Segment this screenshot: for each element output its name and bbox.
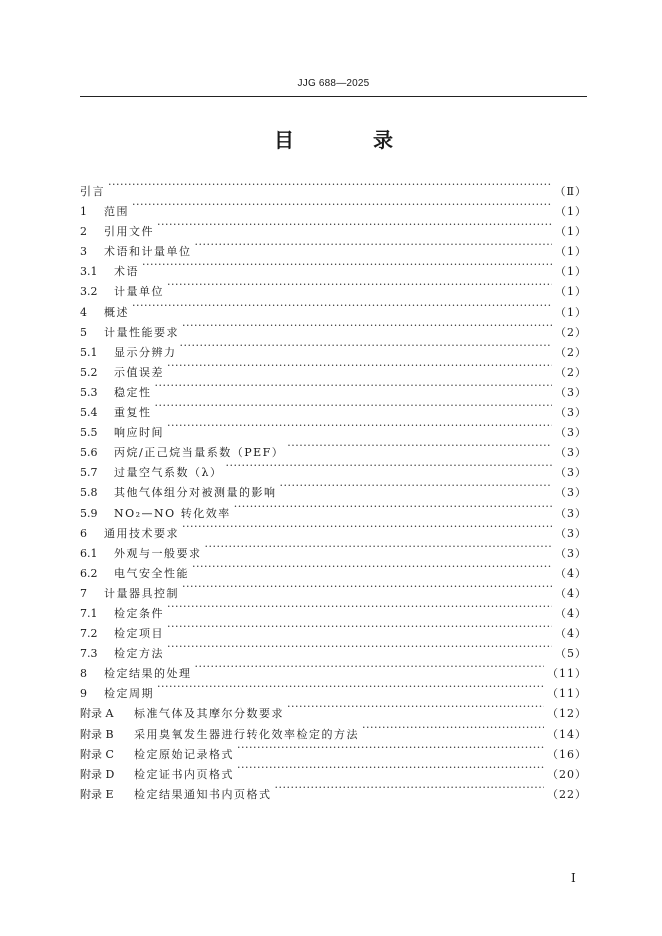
toc-entry-page: （2）: [555, 345, 587, 359]
toc-entry-title: 过量空气系数（λ）: [114, 466, 223, 480]
toc-entry[interactable]: [80, 677, 587, 701]
toc-entry-page: （2）: [555, 325, 587, 339]
toc-entry-page: （3）: [555, 506, 587, 520]
toc-dot-leader: [180, 336, 553, 356]
toc-dot-leader: [195, 657, 545, 677]
toc-dot-leader: [362, 718, 544, 738]
toc-entry-title: 计量单位: [114, 285, 164, 299]
toc-entry-title: 检定条件: [114, 606, 164, 620]
toc-entry-title: 检定项目: [114, 627, 164, 641]
toc-entry-number: 5.6: [80, 446, 98, 460]
toc-entry[interactable]: [80, 697, 587, 721]
toc-dot-leader: [287, 436, 552, 456]
toc-entry-number: 6.2: [80, 566, 98, 580]
toc-entry-title: 采用臭氧发生器进行转化效率检定的方法: [134, 727, 359, 741]
toc-entry-page: （3）: [555, 546, 587, 560]
toc-entry-page: （Ⅱ）: [554, 185, 587, 198]
toc-dot-leader: [205, 537, 553, 557]
toc-dot-leader: [157, 677, 544, 697]
header-rule: [80, 96, 587, 97]
toc-dot-leader: [167, 356, 552, 376]
toc-entry-number: 5.3: [80, 385, 98, 399]
toc-entry-number: 5.4: [80, 406, 98, 420]
toc-dot-leader: [275, 778, 545, 798]
toc-entry-page: （4）: [555, 606, 587, 620]
toc-entry-number: 5: [80, 325, 87, 339]
toc-entry-page: （14）: [547, 727, 587, 741]
toc-entry-title: NO₂—NO 转化效率: [114, 506, 231, 520]
toc-entry-title: 范围: [104, 205, 129, 219]
toc-dot-leader: [237, 758, 544, 778]
toc-entry-page: （1）: [555, 305, 587, 319]
page-title: 目 录: [274, 128, 429, 152]
toc-dot-leader: [225, 456, 552, 476]
table-of-contents: [80, 175, 587, 801]
toc-entry-number: 附录 E: [80, 787, 114, 801]
toc-entry-number: 5.5: [80, 426, 98, 440]
document-code-header: JJG 688—2025: [297, 78, 370, 89]
toc-entry-number: 附录 C: [80, 747, 114, 761]
toc-dot-leader: [132, 195, 552, 215]
toc-dot-leader: [155, 396, 553, 416]
toc-entry[interactable]: [80, 255, 587, 279]
toc-entry-page: （1）: [555, 225, 587, 239]
toc-entry-title: 检定原始记录格式: [134, 747, 234, 761]
toc-entry-number: 9: [80, 687, 87, 701]
toc-entry-page: （3）: [555, 466, 587, 480]
toc-entry-number: 6.1: [80, 546, 98, 560]
toc-entry-page: （1）: [555, 265, 587, 279]
toc-entry-number: 附录 D: [80, 767, 115, 781]
toc-entry-title: 术语和计量单位: [104, 245, 192, 259]
toc-dot-leader: [287, 697, 544, 717]
toc-entry-number: 2: [80, 225, 87, 239]
toc-entry-title: 稳定性: [114, 385, 152, 399]
toc-entry[interactable]: [80, 175, 587, 198]
toc-entry-title: 检定结果的处理: [104, 667, 192, 681]
toc-entry-title: 引言: [80, 185, 105, 198]
toc-entry-number: 3.1: [80, 265, 98, 279]
toc-entry-page: （3）: [555, 486, 587, 500]
toc-dot-leader: [167, 637, 552, 657]
toc-entry-title: 响应时间: [114, 426, 164, 440]
toc-entry-page: （3）: [555, 426, 587, 440]
toc-dot-leader: [167, 597, 552, 617]
toc-entry-number: 7.1: [80, 606, 98, 620]
toc-entry[interactable]: [80, 235, 587, 259]
toc-entry[interactable]: [80, 396, 587, 420]
toc-entry-title: 术语: [114, 265, 139, 279]
toc-entry-number: 8: [80, 667, 87, 681]
toc-entry[interactable]: [80, 275, 587, 299]
toc-entry-number: 附录 A: [80, 707, 114, 721]
toc-dot-leader: [195, 235, 553, 255]
toc-entry-title: 示值误差: [114, 365, 164, 379]
toc-entry-number: 1: [80, 205, 87, 219]
toc-entry-page: （2）: [555, 365, 587, 379]
toc-entry-page: （5）: [555, 647, 587, 661]
toc-dot-leader: [142, 255, 552, 275]
toc-entry[interactable]: [80, 296, 587, 319]
toc-dot-leader: [132, 296, 552, 316]
toc-entry-number: 6: [80, 526, 87, 540]
toc-entry-page: （3）: [555, 446, 587, 460]
toc-dot-leader: [167, 416, 552, 436]
toc-entry-number: 3.2: [80, 285, 98, 299]
toc-entry-page: （3）: [555, 526, 587, 540]
toc-entry-page: （11）: [547, 667, 587, 681]
toc-entry-number: 7.3: [80, 647, 98, 661]
toc-entry-title: 标准气体及其摩尔分数要求: [134, 707, 284, 721]
toc-entry-number: 7.2: [80, 627, 98, 641]
toc-entry-title: 通用技术要求: [104, 526, 179, 540]
toc-entry-page: （3）: [555, 385, 587, 399]
toc-entry-title: 重复性: [114, 406, 152, 420]
toc-entry[interactable]: [80, 215, 587, 239]
toc-entry-number: 4: [80, 305, 87, 319]
toc-entry-number: 5.8: [80, 486, 98, 500]
toc-entry-title: 检定周期: [104, 687, 154, 701]
toc-entry-number: 7: [80, 586, 87, 600]
toc-entry-number: 5.9: [80, 506, 98, 520]
toc-entry-number: 5.1: [80, 345, 98, 359]
toc-entry-page: （1）: [555, 245, 587, 259]
toc-dot-leader: [280, 476, 553, 496]
toc-entry[interactable]: [80, 416, 587, 440]
toc-entry-title: 电气安全性能: [114, 566, 189, 580]
toc-entry-title: 计量器具控制: [104, 586, 179, 600]
toc-entry-page: （12）: [547, 707, 587, 721]
toc-entry-title: 外观与一般要求: [114, 546, 202, 560]
toc-entry-title: 概述: [104, 305, 129, 319]
toc-entry-page: （22）: [547, 787, 587, 801]
toc-entry-page: （1）: [555, 285, 587, 299]
toc-dot-leader: [167, 617, 552, 637]
toc-entry-title: 其他气体组分对被测量的影响: [114, 486, 277, 500]
toc-dot-leader: [182, 517, 552, 537]
toc-entry-page: （1）: [555, 205, 587, 219]
toc-dot-leader: [182, 316, 552, 336]
toc-entry-page: （4）: [555, 627, 587, 641]
toc-dot-leader: [167, 275, 552, 295]
toc-dot-leader: [182, 577, 552, 597]
toc-entry-title: 计量性能要求: [104, 325, 179, 339]
toc-dot-leader: [237, 738, 544, 758]
toc-entry-number: 5.7: [80, 466, 98, 480]
toc-dot-leader: [155, 376, 553, 396]
toc-dot-leader: [234, 497, 552, 517]
toc-entry-page: （3）: [555, 406, 587, 420]
toc-entry-title: 显示分辨力: [114, 345, 177, 359]
toc-entry[interactable]: [80, 316, 587, 339]
toc-dot-leader: [157, 215, 552, 235]
toc-entry-page: （4）: [555, 566, 587, 580]
toc-entry-page: （11）: [547, 687, 587, 701]
toc-entry-title: 检定证书内页格式: [134, 767, 234, 781]
toc-entry[interactable]: [80, 376, 587, 399]
toc-entry-number: 附录 B: [80, 727, 114, 741]
toc-entry-title: 检定结果通知书内页格式: [134, 787, 272, 801]
toc-dot-leader: [108, 175, 552, 195]
toc-entry-number: 5.2: [80, 365, 98, 379]
toc-entry-number: 3: [80, 245, 87, 259]
toc-dot-leader: [192, 557, 552, 577]
toc-entry-page: （16）: [547, 747, 587, 761]
toc-entry-page: （4）: [555, 586, 587, 600]
toc-entry-title: 丙烷/正己烷当量系数（PEF）: [114, 446, 285, 460]
toc-entry-title: 引用文件: [104, 225, 154, 239]
toc-entry-title: 检定方法: [114, 647, 164, 661]
toc-entry[interactable]: [80, 195, 587, 219]
toc-entry-page: （20）: [547, 767, 587, 781]
page-number: I: [571, 871, 576, 885]
